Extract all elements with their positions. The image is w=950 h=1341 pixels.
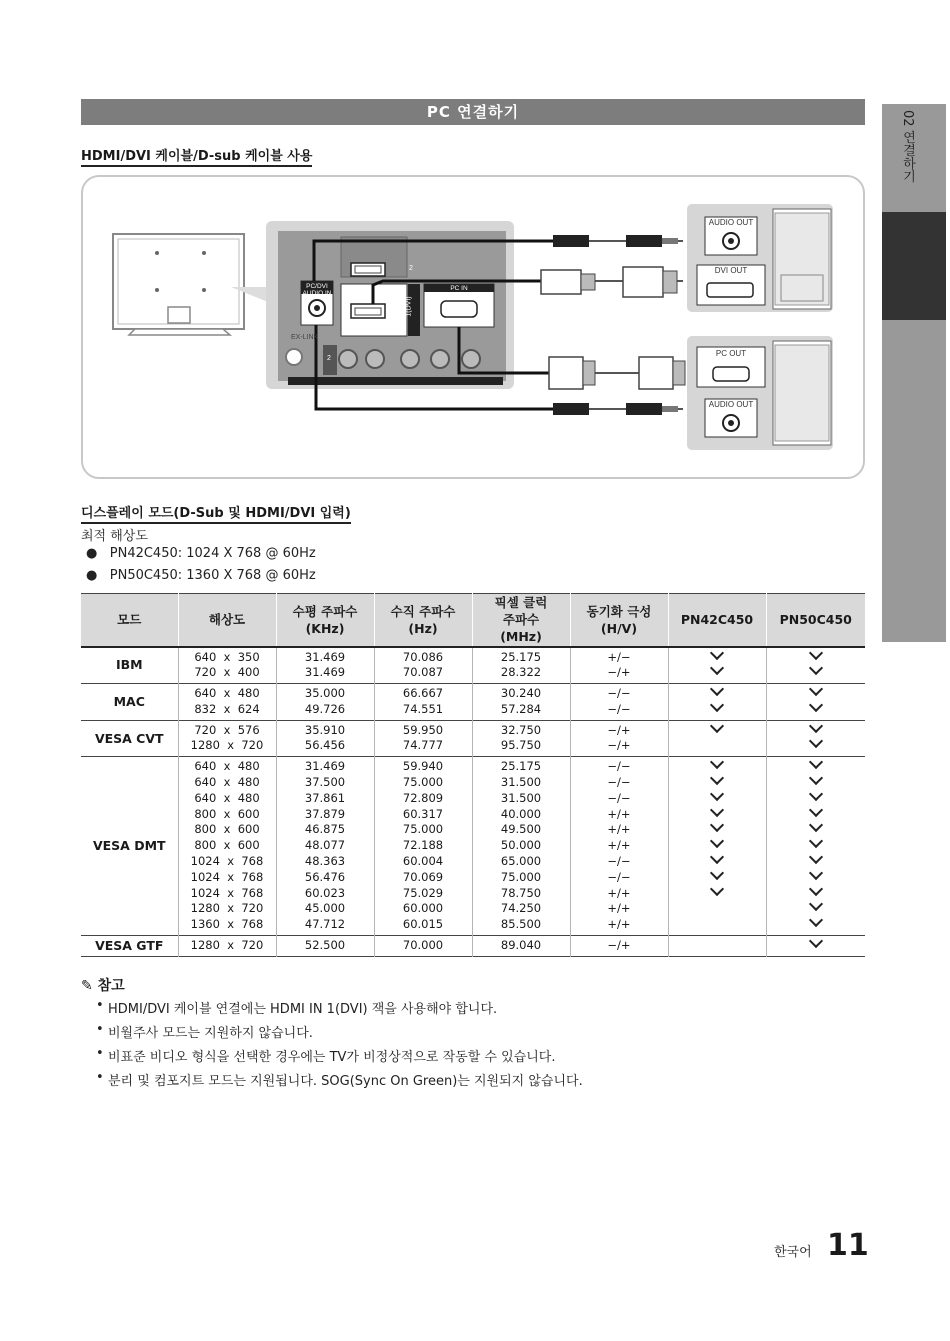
polarity-cell [570, 757, 668, 936]
vfreq-value: 70.086 [402, 649, 444, 664]
resolution-cell [178, 757, 276, 936]
vfreq-value: 70.000 [402, 938, 444, 953]
hfreq-value: 48.077 [304, 838, 346, 853]
table-header-cell [178, 594, 276, 647]
mode-cell: VESA GTF [95, 938, 164, 954]
vfreq-value: 75.029 [402, 885, 444, 900]
tv-illustration [113, 234, 268, 335]
pc-top-audio-out-label: AUDIO OUT [708, 218, 754, 227]
table-row [81, 647, 865, 684]
table-header-text: (KHz) [305, 620, 345, 636]
pixel-clock-cell [472, 647, 570, 684]
hfreq-value: 47.712 [304, 917, 346, 932]
pn50c450-cell [766, 720, 865, 757]
chapter-tab-label-box [882, 104, 946, 212]
page-number: 11 [827, 1228, 869, 1263]
hfreq-value: 56.476 [304, 869, 346, 884]
hfreq-cell [276, 720, 374, 757]
resolution-value: 1360 x 768 [190, 917, 264, 932]
pn50c450-cell [766, 757, 865, 936]
pn50c450-cell [766, 684, 865, 721]
hfreq-cell [276, 647, 374, 684]
support-slot [767, 702, 866, 718]
pixel-clock-value: 25.175 [500, 759, 542, 774]
table-header-text: 수직 주파수 [390, 603, 456, 619]
display-mode-subheading: 디스플레이 모드(D-Sub 및 HDMI/DVI 입력) [81, 502, 351, 524]
section-title: PC 연결하기 [81, 99, 865, 125]
check-icon [710, 719, 724, 733]
pixel-clock-value: 31.500 [500, 775, 542, 790]
resolution-cell [178, 936, 276, 957]
resolution-value: 640 x 480 [194, 759, 260, 774]
hfreq-value: 52.500 [304, 938, 346, 953]
mode-cell: VESA DMT [92, 838, 166, 854]
optimal-resolution-item: ● PN42C450: 1024 X 768 @ 60Hz [86, 546, 316, 561]
pn50c450-cell [766, 647, 865, 684]
resolution-value: 1280 x 720 [190, 938, 264, 953]
pixel-clock-value: 30.240 [500, 686, 542, 701]
polarity-value: −/− [607, 701, 631, 716]
note-item: • 분리 및 컴포지트 모드는 지원됩니다. SOG(Sync On Green)는 지원되지 않습니다. [108, 1070, 583, 1089]
check-icon [710, 645, 724, 659]
support-slot [669, 886, 766, 902]
optimal-resolution-text: PN50C450: 1360 X 768 @ 60Hz [109, 568, 316, 583]
table-header-cell [570, 594, 668, 647]
polarity-value: +/+ [607, 901, 631, 916]
vfreq-value: 70.087 [402, 665, 444, 680]
hfreq-value: 60.023 [304, 885, 346, 900]
resolution-value: 832 x 624 [194, 701, 260, 716]
pc-bottom-audio-out-label: AUDIO OUT [708, 400, 754, 409]
support-slot [669, 702, 766, 718]
support-slot [669, 723, 766, 739]
support-slot [669, 938, 766, 954]
pixel-clock-value: 32.750 [500, 722, 542, 737]
polarity-value: −/+ [607, 738, 631, 753]
pixel-clock-value: 78.750 [500, 885, 542, 900]
vfreq-value: 74.551 [402, 701, 444, 716]
resolution-value: 800 x 600 [194, 822, 260, 837]
hfreq-value: 37.879 [304, 806, 346, 821]
pc-dvi-audio-in-label [300, 283, 334, 297]
table-header-cell [766, 594, 865, 647]
mode-cell: MAC [113, 693, 145, 709]
vfreq-value: 72.809 [402, 790, 444, 805]
av-2-label: 2 [327, 355, 331, 362]
pc-dvi-label-line1: PC/DVI [306, 283, 328, 290]
resolution-value: 1024 x 768 [190, 869, 264, 884]
hfreq-value: 56.456 [304, 738, 346, 753]
hfreq-value: 31.469 [304, 649, 346, 664]
polarity-value: −/− [607, 869, 631, 884]
tv-back-panel [266, 221, 514, 389]
cable-subheading: HDMI/DVI 케이블/D-sub 케이블 사용 [81, 145, 312, 167]
chapter-tab-label: 02 연결하기 [900, 110, 915, 183]
hfreq-value: 37.861 [304, 790, 346, 805]
support-slot [767, 938, 866, 954]
support-slot [767, 665, 866, 681]
note-item: • 비월주사 모드는 지원하지 않습니다. [108, 1022, 313, 1041]
hfreq-value: 49.726 [304, 701, 346, 716]
table-header-cell [276, 594, 374, 647]
optimal-resolution-label: 최적 해상도 [81, 529, 148, 544]
polarity-value: −/+ [607, 938, 631, 953]
check-icon [710, 682, 724, 696]
polarity-value: +/+ [607, 838, 631, 853]
check-icon [809, 645, 823, 659]
optimal-resolution-text: PN42C450: 1024 X 768 @ 60Hz [109, 546, 316, 561]
check-icon [809, 934, 823, 948]
pn42c450-cell [668, 684, 766, 721]
table-header-text: 동기화 극성 [586, 603, 652, 619]
support-slot [669, 738, 766, 754]
vfreq-cell [374, 720, 472, 757]
table-header-cell [472, 594, 570, 647]
footer-language: 한국어 [774, 1245, 812, 1260]
resolution-value: 1024 x 768 [190, 885, 264, 900]
vfreq-value: 75.000 [402, 775, 444, 790]
resolution-value: 640 x 480 [194, 775, 260, 790]
polarity-value: +/+ [607, 806, 631, 821]
resolution-value: 720 x 576 [194, 722, 260, 737]
pixel-clock-cell [472, 720, 570, 757]
pixel-clock-value: 28.322 [500, 665, 542, 680]
display-modes-table [81, 593, 865, 957]
support-slot [767, 917, 866, 933]
resolution-value: 1280 x 720 [190, 901, 264, 916]
resolution-value: 640 x 350 [194, 649, 260, 664]
pixel-clock-value: 50.000 [500, 838, 542, 853]
table-header-text: (MHz) [500, 629, 542, 645]
support-slot [669, 901, 766, 917]
table-header-text: 해상도 [208, 612, 246, 628]
table-header-cell [374, 594, 472, 647]
pc-in-label: PC IN [450, 285, 468, 292]
resolution-cell [178, 647, 276, 684]
vfreq-value: 60.004 [402, 854, 444, 869]
pixel-clock-value: 25.175 [500, 649, 542, 664]
table-body [81, 647, 865, 957]
polarity-value: −/+ [607, 722, 631, 737]
note-pencil-icon: ✎ [81, 978, 93, 994]
ex-link-label: EX-LINK [291, 334, 319, 341]
table-header-text: 수평 주파수 [292, 603, 358, 619]
table-header-text: 주파수 [502, 612, 540, 628]
polarity-cell [570, 647, 668, 684]
check-icon [809, 755, 823, 769]
resolution-value: 640 x 480 [194, 790, 260, 805]
resolution-value: 800 x 600 [194, 838, 260, 853]
vfreq-value: 59.940 [402, 759, 444, 774]
table-header-text: (Hz) [408, 620, 438, 636]
polarity-value: +/+ [607, 917, 631, 932]
resolution-cell [178, 720, 276, 757]
vfreq-value: 60.000 [402, 901, 444, 916]
resolution-value: 720 x 400 [194, 665, 260, 680]
mode-cell: IBM [115, 657, 143, 673]
polarity-value: −/− [607, 686, 631, 701]
support-slot [669, 665, 766, 681]
note-item: • 비표준 비디오 형식을 선택한 경우에는 TV가 비정상적으로 작동할 수 있습니다. [108, 1046, 555, 1065]
vfreq-cell [374, 684, 472, 721]
table-row [81, 936, 865, 957]
hfreq-cell [276, 936, 374, 957]
resolution-value: 1024 x 768 [190, 854, 264, 869]
resolution-value: 800 x 600 [194, 806, 260, 821]
hdmi-1-dvi-label: 1(DVI) [405, 296, 413, 317]
chapter-tab-highlight [882, 212, 946, 320]
pixel-clock-value: 31.500 [500, 790, 542, 805]
support-slot [669, 917, 766, 933]
table-header-text: (H/V) [600, 620, 638, 636]
hfreq-value: 45.000 [304, 901, 346, 916]
polarity-value: −/− [607, 759, 631, 774]
polarity-value: −/+ [607, 665, 631, 680]
polarity-value: +/+ [607, 822, 631, 837]
vfreq-value: 66.667 [402, 686, 444, 701]
vfreq-value: 75.000 [402, 822, 444, 837]
table-header-cell [668, 594, 766, 647]
pixel-clock-value: 49.500 [500, 822, 542, 837]
pn50c450-cell [766, 936, 865, 957]
vfreq-cell [374, 757, 472, 936]
table-header-text: 픽셀 클럭 [494, 595, 548, 611]
table-header-text: PN50C450 [779, 612, 852, 628]
chapter-side-tab [882, 104, 946, 642]
table-header-text: 모드 [117, 612, 142, 628]
support-slot [767, 738, 866, 754]
optimal-resolution-item: ● PN50C450: 1360 X 768 @ 60Hz [86, 568, 316, 583]
pn42c450-cell [668, 936, 766, 957]
vfreq-value: 70.069 [402, 869, 444, 884]
vfreq-value: 60.317 [402, 806, 444, 821]
pn42c450-cell [668, 720, 766, 757]
pc-top-dvi-out-label: DVI OUT [714, 266, 748, 275]
pixel-clock-cell [472, 936, 570, 957]
hfreq-value: 46.875 [304, 822, 346, 837]
pixel-clock-cell [472, 757, 570, 936]
polarity-cell [570, 720, 668, 757]
pixel-clock-value: 65.000 [500, 854, 542, 869]
pixel-clock-value: 85.500 [500, 917, 542, 932]
vfreq-value: 59.950 [402, 722, 444, 737]
table-row [81, 757, 865, 936]
hfreq-value: 31.469 [304, 759, 346, 774]
pc-dvi-label-line2: AUDIO IN [302, 290, 332, 297]
vfreq-value: 60.015 [402, 917, 444, 932]
pixel-clock-cell [472, 684, 570, 721]
check-icon [809, 682, 823, 696]
pixel-clock-value: 74.250 [500, 901, 542, 916]
check-icon [710, 755, 724, 769]
table-row [81, 684, 865, 721]
note-item: • HDMI/DVI 케이블 연결에는 HDMI IN 1(DVI) 잭을 사용해야 합니다. [108, 998, 497, 1017]
pixel-clock-value: 95.750 [500, 738, 542, 753]
vfreq-value: 72.188 [402, 838, 444, 853]
polarity-value: −/− [607, 790, 631, 805]
hdmi-2-label: 2 [409, 265, 413, 272]
hfreq-cell [276, 757, 374, 936]
polarity-value: −/− [607, 854, 631, 869]
hfreq-value: 48.363 [304, 854, 346, 869]
polarity-cell [570, 684, 668, 721]
polarity-value: −/− [607, 775, 631, 790]
check-icon [809, 719, 823, 733]
pixel-clock-value: 40.000 [500, 806, 542, 821]
hfreq-value: 35.000 [304, 686, 346, 701]
resolution-value: 640 x 480 [194, 686, 260, 701]
vfreq-cell [374, 936, 472, 957]
hfreq-value: 37.500 [304, 775, 346, 790]
mode-cell: VESA CVT [94, 730, 164, 746]
polarity-value: +/+ [607, 885, 631, 900]
hfreq-value: 31.469 [304, 665, 346, 680]
table-header-cell [81, 594, 178, 647]
pc-bottom-pc-out-label: PC OUT [715, 349, 747, 358]
resolution-cell [178, 684, 276, 721]
vfreq-value: 74.777 [402, 738, 444, 753]
notes-heading [81, 975, 125, 995]
pn42c450-cell [668, 647, 766, 684]
polarity-value: +/− [607, 649, 631, 664]
table-header-row [81, 594, 865, 647]
vfreq-cell [374, 647, 472, 684]
pn42c450-cell [668, 757, 766, 936]
pixel-clock-value: 75.000 [500, 869, 542, 884]
hfreq-cell [276, 684, 374, 721]
table-row [81, 720, 865, 757]
pixel-clock-value: 57.284 [500, 701, 542, 716]
resolution-value: 1280 x 720 [190, 738, 264, 753]
connection-diagram [81, 175, 865, 479]
polarity-cell [570, 936, 668, 957]
pixel-clock-value: 89.040 [500, 938, 542, 953]
hfreq-value: 35.910 [304, 722, 346, 737]
table-header-text: PN42C450 [680, 612, 754, 628]
notes-title: 참고 [97, 978, 125, 994]
